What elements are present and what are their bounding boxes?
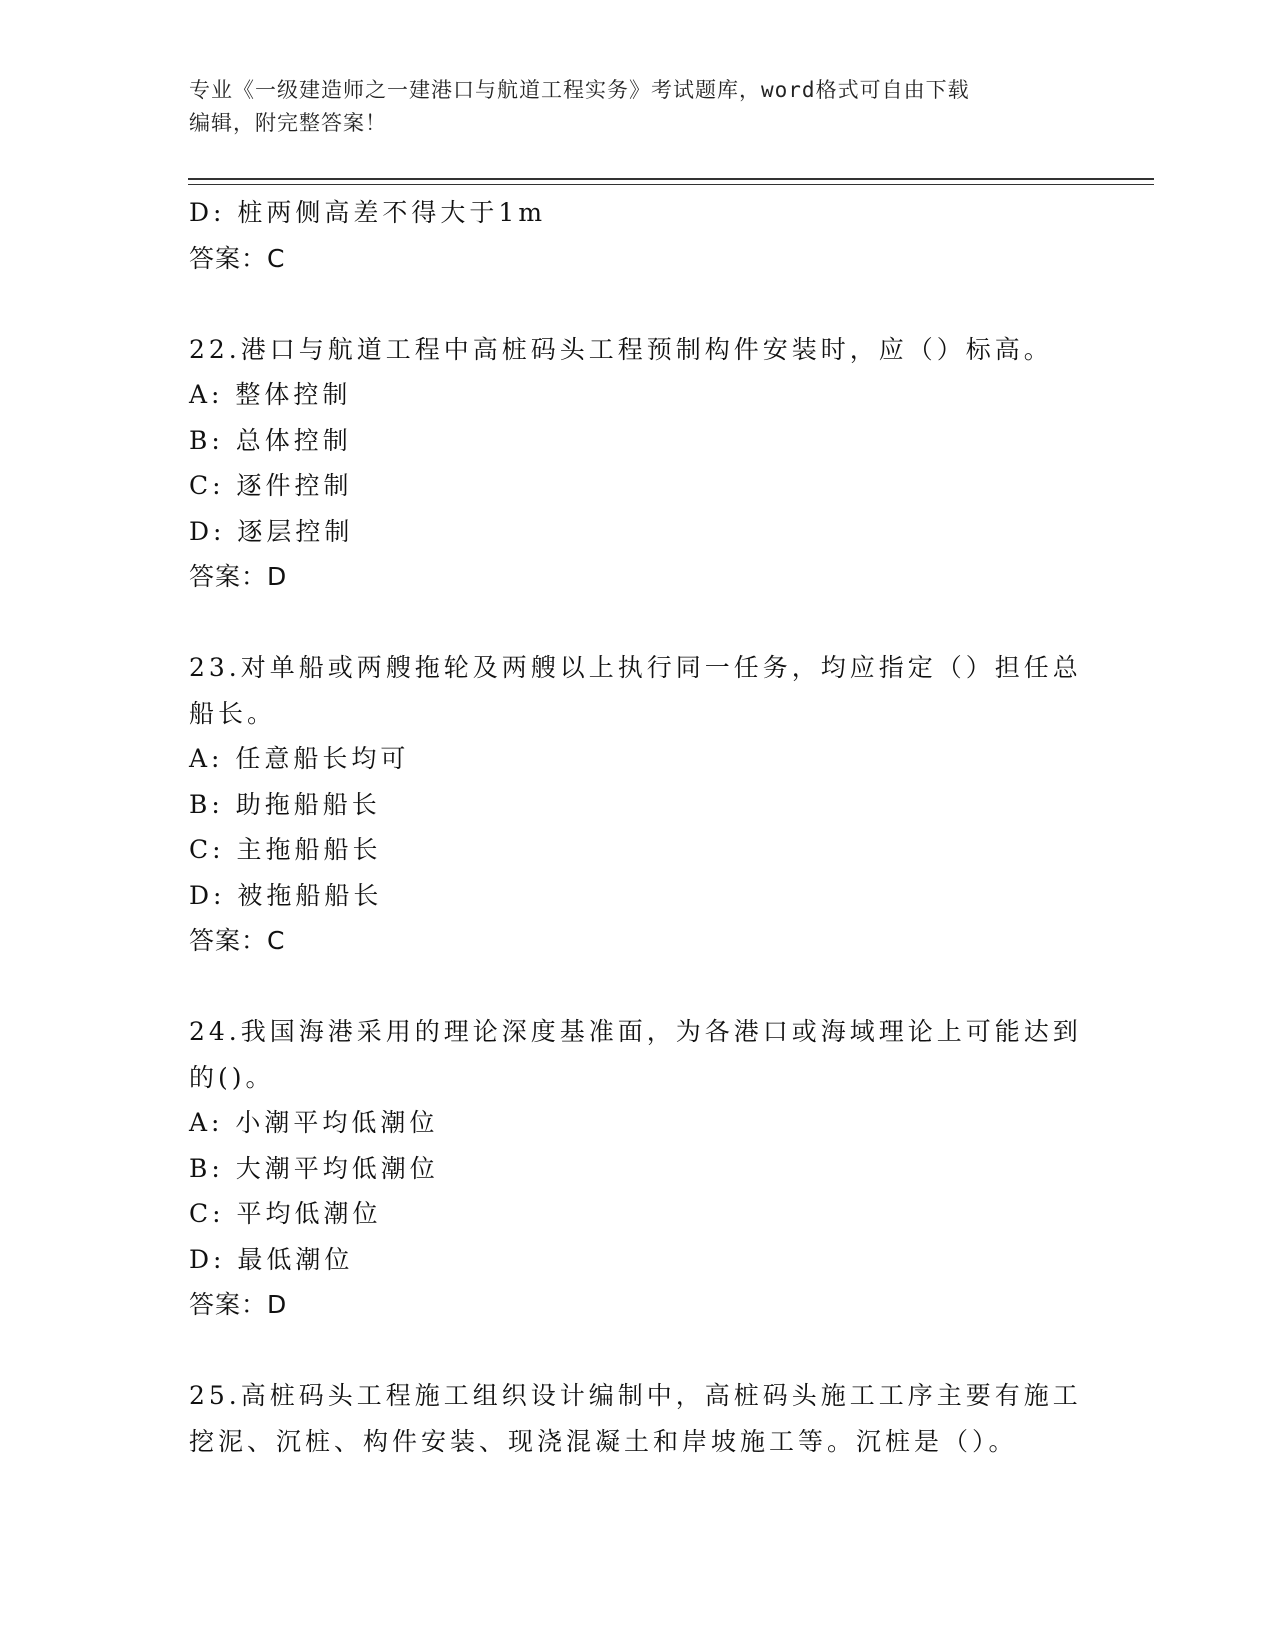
option-d: D: 逐层控制 <box>189 516 354 546</box>
option-c: C: 逐件控制 <box>189 471 353 500</box>
spacer <box>189 600 1089 646</box>
option-d: D: 最低潮位 <box>189 1244 354 1274</box>
spacer <box>189 964 1089 1010</box>
question-stem-line: 25.高桩码头工程施工组织设计编制中，高桩码头施工工序主要有施工 <box>189 1381 1082 1410</box>
answer-line: 答案：D <box>189 562 288 591</box>
answer-line: 答案：C <box>189 926 286 955</box>
answer-line: 答案：C <box>189 243 286 273</box>
spacer <box>189 1328 1089 1374</box>
option-c: C: 主拖船船长 <box>189 835 382 864</box>
option-a: A: 整体控制 <box>189 380 352 409</box>
spacer <box>189 281 1089 327</box>
question-stem-line: 的()。 <box>189 1062 275 1092</box>
option-b: B: 总体控制 <box>189 425 352 455</box>
question-stem-line: 23.对单船或两艘拖轮及两艘以上执行同一任务，均应指定（）担任总 <box>189 653 1082 682</box>
question-stem-line: 挖泥、沉桩、构件安装、现浇混凝土和岸坡施工等。沉桩是（）。 <box>189 1426 1018 1456</box>
header-line-1: 专业《一级建造师之一建港口与航道工程实务》考试题库，word格式可自由下载 <box>189 78 970 102</box>
option-b: B: 助拖船船长 <box>189 789 381 819</box>
question-list <box>189 190 1089 1464</box>
option-d: D: 桩两侧高差不得大于1m <box>189 198 547 227</box>
header-line-2: 编辑，附完整答案！ <box>189 111 387 135</box>
question-stem-line: 22.港口与航道工程中高桩码头工程预制构件安装时，应（）标高。 <box>189 334 1053 364</box>
header-divider-thick <box>188 178 1154 180</box>
question-stem-line: 24.我国海港采用的理论深度基准面，为各港口或海域理论上可能达到 <box>189 1017 1082 1046</box>
option-a: A: 任意船长均可 <box>189 744 410 773</box>
option-b: B: 大潮平均低潮位 <box>189 1153 439 1183</box>
question-stem-line: 船长。 <box>189 698 277 728</box>
document-header <box>189 74 1089 140</box>
option-c: C: 平均低潮位 <box>189 1199 382 1228</box>
option-a: A: 小潮平均低潮位 <box>189 1108 439 1137</box>
header-divider-thin <box>188 184 1154 185</box>
option-d: D: 被拖船船长 <box>189 880 383 910</box>
answer-line: 答案：D <box>189 1290 288 1319</box>
